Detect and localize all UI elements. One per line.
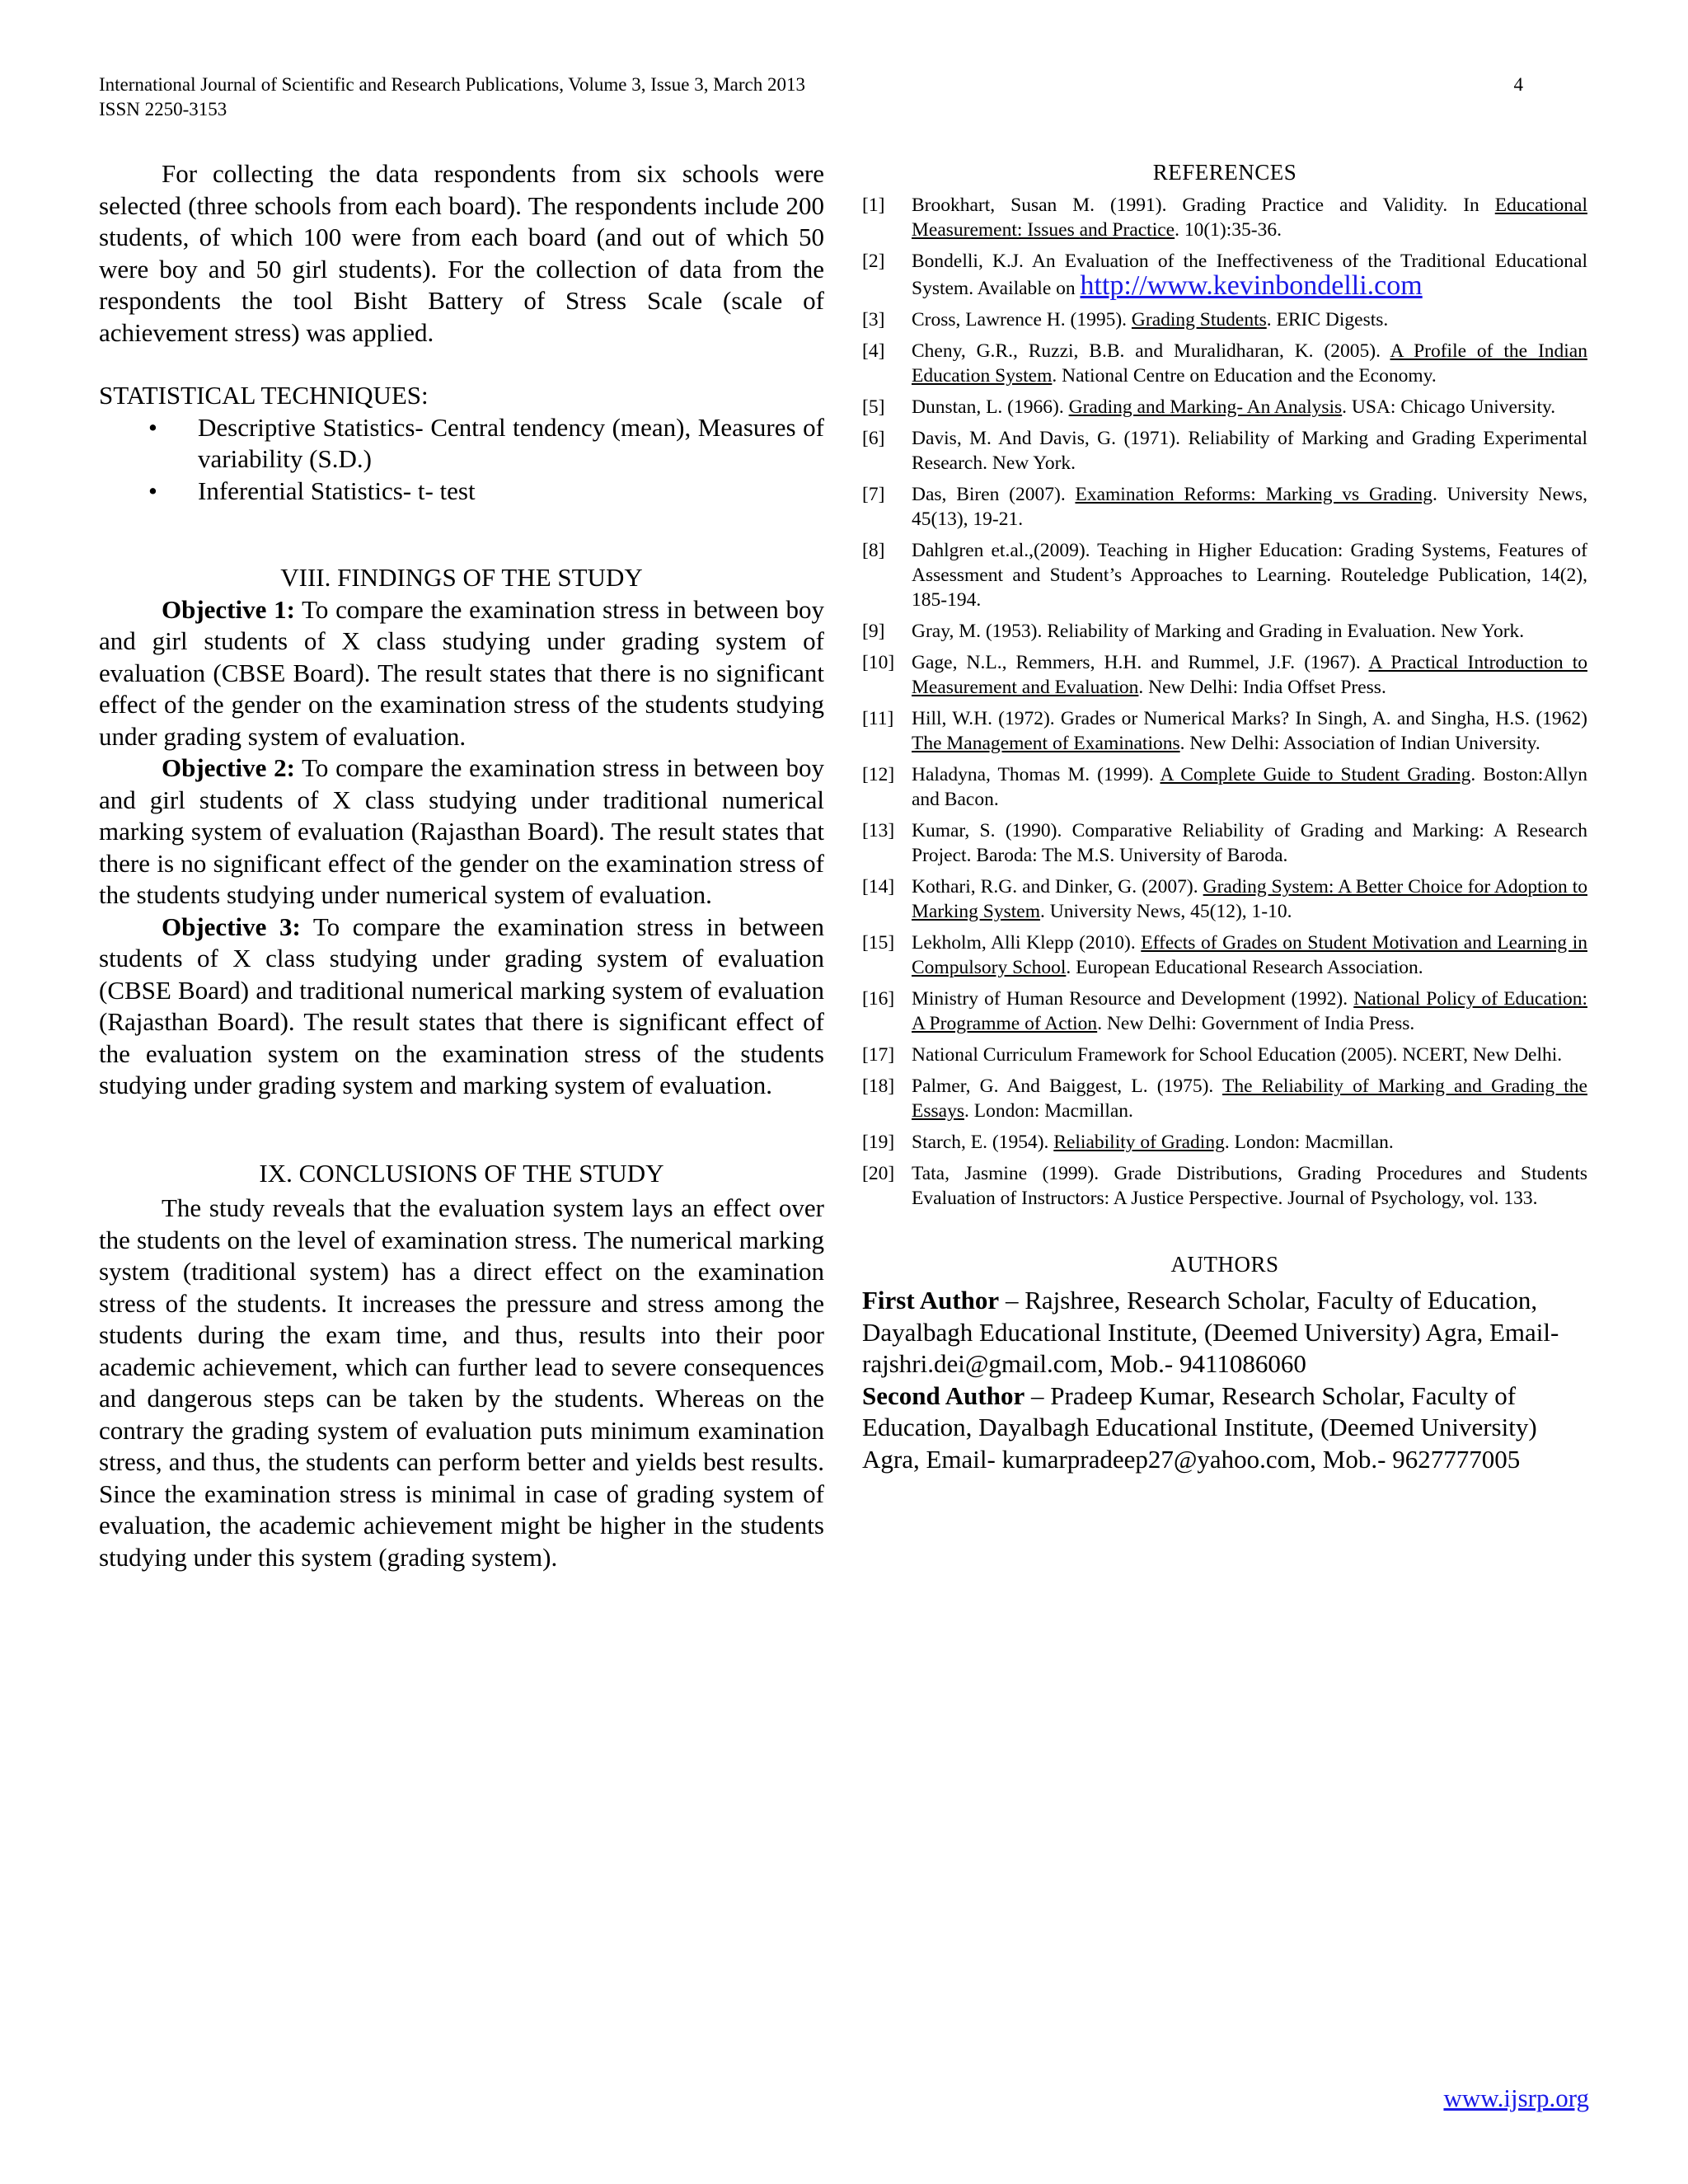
reference-text <box>912 650 1587 700</box>
reference-title: Educational Measurement: Issues and Practice <box>912 194 1587 241</box>
reference-number: [20] <box>862 1163 895 1184</box>
reference-text <box>912 249 1587 301</box>
reference-number: [1] <box>862 194 885 216</box>
reference-text <box>912 339 1587 388</box>
reference-item <box>862 987 1587 1036</box>
reference-title: National Policy of Education: A Programme of Action <box>912 988 1588 1034</box>
reference-segment: Bondelli, K.J. An Evaluation of the Ineffectiveness of the Traditional Educational System. Available on <box>912 251 1587 299</box>
reference-number: [2] <box>862 251 885 272</box>
reference-segment: Kumar, S. (1990). Comparative Reliability of Grading and Marking: A Research Project. Baroda: The M.S. University of Baroda. <box>912 820 1587 866</box>
reference-segment: National Curriculum Framework for School Education (2005). NCERT, New Delhi. <box>912 1044 1563 1066</box>
reference-segment: . ERIC Digests. <box>1266 309 1389 330</box>
reference-item <box>862 650 1587 700</box>
reference-item <box>862 426 1587 476</box>
reference-segment: Dunstan, L. (1966). <box>912 396 1069 418</box>
reference-segment: . London: Macmillan. <box>964 1100 1133 1122</box>
objective-3: Objective 3: To compare the examination stress in between students of X class studying under grading system of evaluation (CBSE Board) and traditional numerical marking system of evaluation (Rajasthan Board). The result states that there is significant effect of the evaluation system on the examination stress of the students studying under grading system and marking system of evaluation. <box>99 912 824 1099</box>
conclusions-heading: IX. CONCLUSIONS OF THE STUDY <box>259 1158 664 1188</box>
reference-number: [4] <box>862 340 885 362</box>
reference-segment: . New Delhi: Association of Indian University. <box>1179 733 1540 754</box>
reference-segment: Tata, Jasmine (1999). Grade Distributions, Grading Procedures and Students Evaluation of Instructors: A Justice Perspective. Journal of Psychology, vol. 133. <box>912 1163 1587 1209</box>
reference-segment: . USA: Chicago University. <box>1342 396 1556 418</box>
reference-segment: Starch, E. (1954). <box>912 1132 1054 1153</box>
reference-item <box>862 706 1587 756</box>
bullet-icon: • <box>148 412 157 442</box>
objective-1: Objective 1: To compare the examination stress in between boy and girl students of X class studying under grading system of evaluation (CBSE Board). The result states that there is no significant effect of the gender on the examination stress of the students studying under grading system of evaluation. <box>99 594 824 751</box>
reference-item <box>862 1130 1587 1155</box>
bullet-icon: • <box>148 476 157 505</box>
reference-item <box>862 339 1587 388</box>
reference-title: The Management of Examinations <box>912 733 1180 754</box>
reference-number: [3] <box>862 309 885 330</box>
reference-text <box>912 818 1587 868</box>
page-header <box>99 73 1523 122</box>
reference-segment: Hill, W.H. (1972). Grades or Numerical Marks? In Singh, A. and Singha, H.S. (1962) <box>912 708 1587 729</box>
reference-text <box>912 538 1587 612</box>
reference-number: [18] <box>862 1076 895 1097</box>
reference-number: [7] <box>862 484 885 505</box>
reference-item <box>862 1043 1587 1067</box>
reference-number: [17] <box>862 1044 895 1066</box>
reference-segment: . Boston:Allyn and Bacon. <box>912 764 1587 810</box>
objective-2: Objective 2: To compare the examination stress in between boy and girl students of X class studying under traditional numerical marking system of evaluation (Rajasthan Board). The result states that there is no significant effect of the gender on the examination stress of the students studying under numerical system of evaluation. <box>99 753 824 909</box>
reference-text <box>912 987 1587 1036</box>
reference-number: [14] <box>862 876 895 898</box>
conclusions-paragraph: The study reveals that the evaluation system lays an effect over the students on the level of examination stress. The numerical marking system (traditional system) has a direct effect on the examination stress of the students. It increases the pressure and stress among the students during the exam time, and thus, results into their poor academic achievement, which can further lead to severe consequences and dangerous steps can be taken by the students. Whereas on the contrary the grading system of evaluation puts minimum examination stress, and thus, the students can perform better and yields best results. Since the examination stress is minimal in case of grading system of evaluation, the academic achievement might be higher in the students studying under this system (grading system). <box>99 1193 824 1572</box>
footer-website-link[interactable]: www.ijsrp.org <box>1443 2083 1589 2112</box>
reference-item <box>862 395 1587 419</box>
reference-text <box>912 1043 1587 1067</box>
references-title: REFERENCES <box>1152 160 1297 185</box>
reference-item <box>862 1161 1587 1211</box>
reference-text <box>912 193 1587 242</box>
reference-item <box>862 930 1587 980</box>
reference-segment: Das, Biren (2007). <box>912 484 1076 505</box>
list-item: • Descriptive Statistics- Central tendency (mean), Measures of variability (S.D.) <box>148 412 824 473</box>
reference-segment: . London: Macmillan. <box>1224 1132 1394 1153</box>
reference-item <box>862 874 1587 924</box>
reference-item <box>862 619 1587 644</box>
reference-segment: Lekholm, Alli Klepp (2010). <box>912 932 1142 954</box>
left-column <box>99 158 824 1573</box>
second-author: Second Author – Pradeep Kumar, Research Scholar, Faculty of Education, Dayalbagh Educational Institute, (Deemed University) Agra, Email- kumarpradeep27@yahoo.com, Mob.- 9627777005 <box>862 1380 1537 1474</box>
reference-segment: Cross, Lawrence H. (1995). <box>912 309 1132 330</box>
reference-number: [19] <box>862 1132 895 1153</box>
reference-item <box>862 818 1587 868</box>
reference-number: [8] <box>862 540 885 561</box>
reference-text <box>912 395 1587 419</box>
reference-title: Effects of Grades on Student Motivation and Learning in Compulsory School <box>912 932 1587 978</box>
reference-number: [11] <box>862 708 894 729</box>
reference-item <box>862 1074 1587 1123</box>
reference-title: A Complete Guide to Student Grading <box>1160 764 1471 785</box>
reference-link[interactable]: http://www.kevinbondelli.com <box>1080 270 1423 301</box>
reference-number: [12] <box>862 764 895 785</box>
reference-segment: Palmer, G. And Baiggest, L. (1975). <box>912 1076 1223 1097</box>
reference-text <box>912 307 1587 332</box>
reference-title: Grading Students <box>1131 309 1267 330</box>
reference-text <box>912 930 1587 980</box>
reference-text <box>912 482 1587 532</box>
reference-segment: Dahlgren et.al.,(2009). Teaching in Higher Education: Grading Systems, Features of Assessment and Student’s Approaches to Learning. Routeledge Publication, 14(2), 185-194. <box>912 540 1587 611</box>
reference-text <box>912 1130 1587 1155</box>
reference-segment: Haladyna, Thomas M. (1999). <box>912 764 1160 785</box>
reference-item <box>862 538 1587 612</box>
reference-text <box>912 426 1587 476</box>
reference-title: Reliability of Grading <box>1053 1132 1225 1153</box>
reference-text <box>912 762 1587 812</box>
reference-segment: Kothari, R.G. and Dinker, G. (2007). <box>912 876 1203 898</box>
journal-title: International Journal of Scientific and Research Publications, Volume 3, Issue 3, March 2013 <box>99 74 805 95</box>
reference-segment: . European Educational Research Association. <box>1066 957 1423 978</box>
reference-segment: Gage, N.L., Remmers, H.H. and Rummel, J.F. (1967). <box>912 652 1369 673</box>
reference-item <box>862 193 1587 242</box>
reference-number: [5] <box>862 396 885 418</box>
reference-text <box>912 706 1587 756</box>
reference-segment: Davis, M. And Davis, G. (1971). Reliability of Marking and Grading Experimental Research. New York. <box>912 428 1587 474</box>
first-author: First Author – Rajshree, Research Scholar, Faculty of Education, Dayalbagh Educational Institute, (Deemed University) Agra, Email- rajshri.dei@gmail.com, Mob.- 9411086060 <box>862 1286 1559 1378</box>
reference-segment: . 10(1):35-36. <box>1175 219 1282 241</box>
reference-segment: Ministry of Human Resource and Development (1992). <box>912 988 1354 1010</box>
references-list <box>862 193 1587 1211</box>
reference-item <box>862 482 1587 532</box>
reference-item <box>862 249 1587 301</box>
reference-number: [15] <box>862 932 895 954</box>
reference-segment: . National Centre on Education and the Economy. <box>1052 365 1437 387</box>
statistics-list <box>99 412 824 508</box>
reference-text <box>912 619 1587 644</box>
reference-title: The Reliability of Marking and Grading the Essays <box>912 1076 1587 1122</box>
authors-title: AUTHORS <box>1170 1252 1279 1277</box>
reference-item <box>862 762 1587 812</box>
reference-title: A Practical Introduction to Measurement and Evaluation <box>912 652 1587 698</box>
reference-number: [9] <box>862 621 885 642</box>
statistical-techniques-heading: STATISTICAL TECHNIQUES: <box>99 381 429 410</box>
reference-title: Grading System: A Better Choice for Adoption to Marking System <box>912 876 1587 922</box>
reference-segment: Brookhart, Susan M. (1991). Grading Practice and Validity. In <box>912 194 1495 216</box>
reference-title: A Profile of the Indian Education System <box>912 340 1587 387</box>
reference-segment: . New Delhi: India Offset Press. <box>1138 677 1386 698</box>
reference-segment: . University News, 45(13), 19-21. <box>912 484 1587 530</box>
intro-paragraph: For collecting the data respondents from six schools were selected (three schools from each board). The respondents include 200 students, of which 100 were from each board (and out of which 50 were boy and 50 girl students). For the collection of data from the respondents the tool Bisht Battery of Stress Scale (scale of achievement stress) was applied. <box>99 159 824 347</box>
reference-segment: Gray, M. (1953). Reliability of Marking and Grading in Evaluation. New York. <box>912 621 1525 642</box>
reference-segment: Cheny, G.R., Ruzzi, B.B. and Muralidharan, K. (2005). <box>912 340 1390 362</box>
page-number: 4 <box>1513 74 1523 95</box>
reference-segment: . University News, 45(12), 1-10. <box>1040 901 1292 922</box>
reference-text <box>912 1074 1587 1123</box>
reference-number: [10] <box>862 652 895 673</box>
list-item: • Inferential Statistics- t- test <box>198 476 824 508</box>
reference-number: [6] <box>862 428 885 449</box>
reference-number: [16] <box>862 988 895 1010</box>
right-column <box>862 160 1587 1475</box>
reference-item <box>862 307 1587 332</box>
reference-text <box>912 1161 1587 1211</box>
findings-heading: VIII. FINDINGS OF THE STUDY <box>280 563 643 592</box>
reference-text <box>912 874 1587 924</box>
reference-title: Examination Reforms: Marking vs Grading <box>1075 484 1432 505</box>
issn: ISSN 2250-3153 <box>99 99 227 120</box>
reference-number: [13] <box>862 820 895 841</box>
reference-title: Grading and Marking- An Analysis <box>1068 396 1343 418</box>
reference-segment: . New Delhi: Government of India Press. <box>1097 1013 1415 1034</box>
